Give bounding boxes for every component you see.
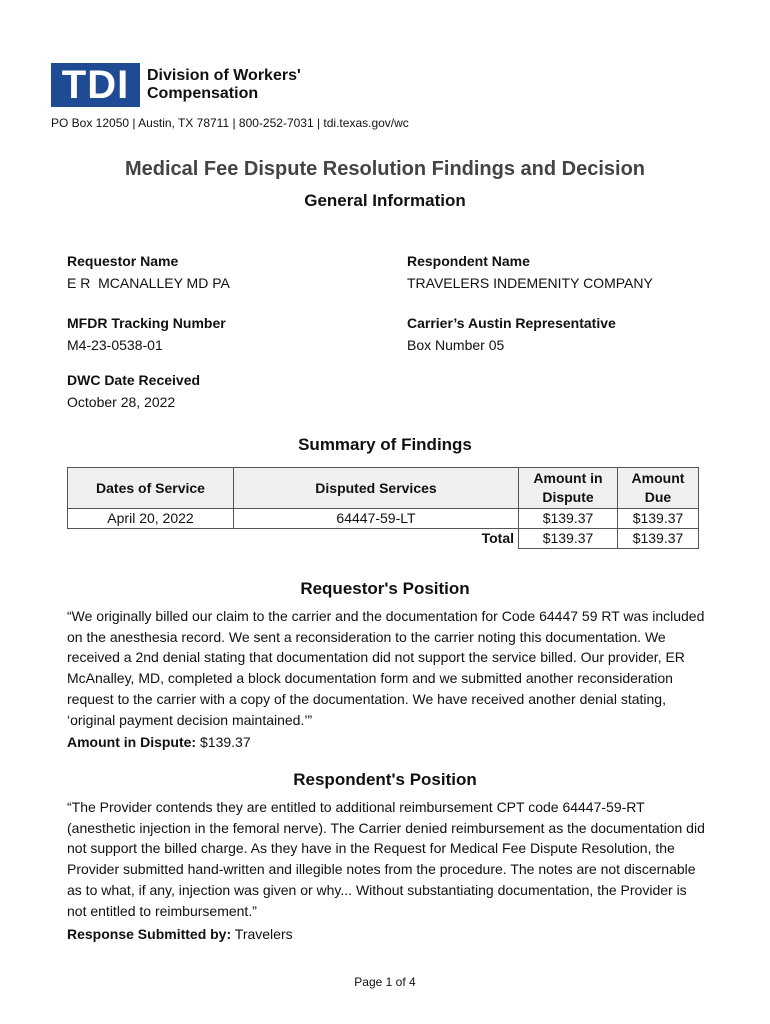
page-number: Page 1 of 4 [354, 975, 416, 989]
requestor-amount [67, 734, 251, 750]
total-due: $139.37 [618, 529, 699, 549]
header-address: PO Box 12050 | Austin, TX 78711 | 800-252-7031 | tdi.texas.gov/wc [51, 116, 409, 130]
response-submitted-value: Travelers [234, 926, 293, 942]
tracking-number-value: M4-23-0538-01 [67, 337, 163, 353]
response-submitted-label: Response Submitted by: [67, 926, 232, 942]
total-row [68, 529, 699, 549]
tracking-number-label: MFDR Tracking Number [67, 315, 226, 331]
col-dates-of-service: Dates of Service [68, 468, 234, 509]
date-received-label: DWC Date Received [67, 372, 201, 388]
respondent-position-text: “The Provider contends they are entitled to additional reimbursement CPT code 64447-59-RT (anesthetic injection in the femoral nerve). The Carrier denied reimbursement as the documentation did not support the billed charge. As they have in the Request for Medical Fee Dispute Resolution, the Provider submitted hand-written and illegible notes from the procedure. The notes are not discernable as to what, if any, injection was given or why... Without substantiating documentation, the Provider is not entitled to reimbursement.” [67, 799, 705, 919]
col-amount-due: Amount Due [618, 468, 699, 509]
respondent-name-label: Respondent Name [407, 253, 530, 269]
division-line-1: Division of Workers' [147, 67, 301, 84]
page-title: Medical Fee Dispute Resolution Findings and Decision [124, 158, 646, 180]
row-date: April 20, 2022 [68, 509, 234, 529]
total-label: Total [481, 530, 514, 547]
row-amount-in-dispute: $139.37 [519, 509, 618, 529]
col-disputed-services: Disputed Services [234, 468, 519, 509]
summary-heading: Summary of Findings [298, 435, 472, 454]
requestor-amount-value: $139.37 [200, 734, 251, 750]
division-line-2: Compensation [147, 85, 259, 102]
summary-table [67, 467, 699, 549]
date-received-field [67, 370, 200, 412]
carrier-rep-value: Box Number 05 [407, 337, 505, 353]
row-service: 64447-59-LT [234, 509, 519, 529]
tdi-logo-mark: TDI [51, 63, 140, 107]
requestor-amount-label: Amount in Dispute: [67, 734, 197, 750]
general-info-heading: General Information [304, 191, 466, 210]
total-in-dispute: $139.37 [519, 529, 618, 549]
division-name [147, 67, 301, 103]
carrier-rep-label: Carrier’s Austin Representative [407, 315, 616, 331]
respondent-name-value: TRAVELERS INDEMENITY COMPANY [407, 275, 653, 291]
row-amount-due: $139.37 [618, 509, 699, 529]
requestor-name-value: E R MCANALLEY MD PA [67, 275, 230, 291]
table-row [68, 509, 699, 529]
respondent-position-heading: Respondent's Position [293, 770, 477, 789]
summary-header-row [68, 468, 699, 509]
requestor-position-text: “We originally billed our claim to the carrier and the documentation for Code 64447 59 RT was included on the anesthesia record. We sent a reconsideration to the carrier noting this documentation. We received a 2nd denial stating that documentation did not support the service billed. Our provider, ER McAnalley, MD, completed a block documentation form and we submitted another reconsideration request to the carrier with a copy of the documentation. We have received another denial stating, ‘original payment decision maintained.’” [67, 608, 705, 728]
requestor-position-heading: Requestor's Position [300, 579, 470, 598]
carrier-rep-field [407, 313, 616, 355]
col-amount-in-dispute: Amount in Dispute [519, 468, 618, 509]
tdi-logo [51, 63, 301, 107]
response-submitted [67, 926, 293, 942]
tracking-number-field [67, 313, 226, 355]
respondent-name-field [407, 251, 653, 293]
requestor-name-label: Requestor Name [67, 253, 179, 269]
date-received-value: October 28, 2022 [67, 394, 176, 410]
total-blank [68, 529, 234, 549]
requestor-name-field [67, 251, 230, 293]
